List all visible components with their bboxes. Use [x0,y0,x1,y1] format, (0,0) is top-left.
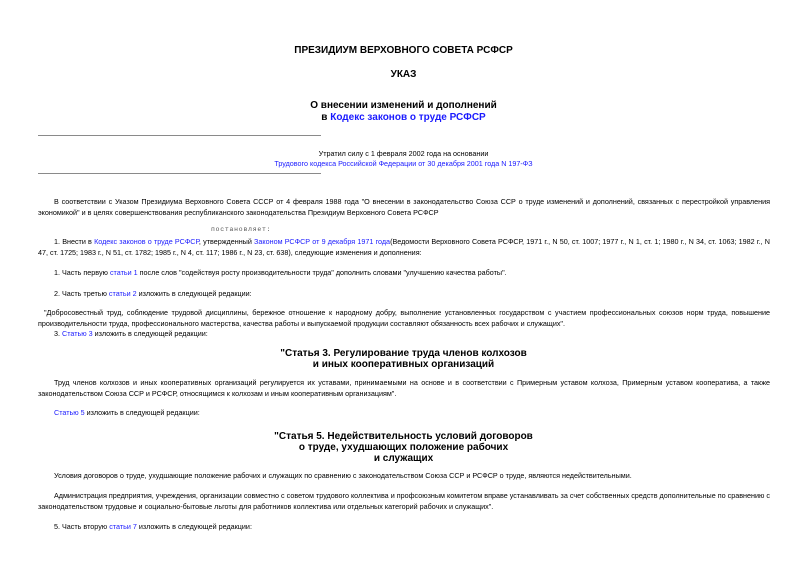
article-5-text-1: Условия договоров о труде, ухудшающие положение рабочих и служащих по сравнению с законодательством Союза ССР и РСФСР о труде, являются недействительными. [54,471,632,480]
labor-code-link[interactable]: Кодекс законов о труде РСФСР [330,112,486,123]
labor-code-link-2[interactable]: Кодекс законов о труде РСФСР [94,237,199,246]
point-5-prefix: 5. Часть вторую [54,522,110,531]
point-4-suffix: изложить в следующей редакции: [84,408,200,417]
article-3-heading-2: и иных кооперативных организаций [312,359,495,370]
point-5-suffix: изложить в следующей редакции: [136,522,252,531]
article-5-link[interactable]: Статью 5 [54,408,85,417]
article-5-heading-1: "Статья 5. Недействительность условий договоров [274,431,533,442]
point-2-prefix: 2. Часть третью [54,289,109,298]
article-5-text-2: Администрация предприятия, учреждения, организации совместно с советом трудового коллектива и профсоюзным комитетом вправе устанавливать за счет собственных средств дополнительные по сравнению с законодательством трудовые и социально-бытовые льготы для работников коллектива или отдельных категорий рабочих и служащих". [38,491,770,511]
point-3-prefix: 3. [54,329,62,338]
article-5-heading-2: о труде, ухудшающих положение рабочих [298,442,509,453]
point-2-paragraph [38,288,770,299]
point-1-suffix: после слов "содействуя росту производительности труда" дополнить словами "улучшению качества работы". [137,268,507,277]
status-line-1: Утратил силу с 1 февраля 2002 года на основании [318,149,489,158]
divider-bottom [38,173,321,174]
item-1-prefix: 1. Внести в [54,237,95,246]
point-3-paragraph [38,328,770,339]
preamble-paragraph: В соответствии с Указом Президиума Верховного Совета СССР от 4 февраля 1988 года "О внесении в законодательство Союза ССР о труде изменений и дополнений, связанных с перестройкой управления экономикой" и в целях совершенствования республиканского законодательства Президиум Верховного Совета РСФСР [38,197,770,217]
item-1-paragraph [38,236,770,258]
item-1-mid: , утвержденный [198,237,255,246]
article-3-heading-1: "Статья 3. Регулирование труда членов колхозов [280,348,527,359]
title-prefix: в [321,112,331,123]
article-1-link[interactable]: статьи 1 [109,268,138,277]
law-1971-link[interactable]: Законом РСФСР от 9 декабря 1971 года [254,237,391,246]
article-2-link[interactable]: статьи 2 [108,289,137,298]
point-1-paragraph [38,267,770,278]
labor-code-2001-link[interactable]: Трудового кодекса Российской Федерации от 30 декабря 2001 года N 197-ФЗ [274,159,533,168]
article-3-text: Труд членов колхозов и иных кооперативных организаций регулируется их уставами, принимаемыми на основе и в соответствии с Примерным уставом колхоза, Примерным уставом кооператива, а также законодательством Союза ССР и РСФСР, относящимся к колхозам и иным кооперативным организациям". [38,378,770,398]
article-3-link[interactable]: Статью 3 [62,329,93,338]
decree-word: постановляет: [211,226,272,233]
point-3-suffix: изложить в следующей редакции: [92,329,208,338]
point-4-paragraph [38,407,770,418]
doc-type-heading: УКАЗ [390,69,417,80]
point-5-paragraph [38,521,770,532]
article-2-quote: "Добросовестный труд, соблюдение трудовой дисциплины, бережное отношение к народному добру, выполнение установленных государством с участием профессиональных союзов норм труда, повышение производительности труда, профессионального мастерства, качества работы и выпускаемой продукции составляют обязанность всех рабочих и служащих". [38,308,770,328]
title-line-1: О внесении изменений и дополнений [310,100,497,111]
status-link[interactable] [0,158,807,169]
article-7-link[interactable]: статьи 7 [109,522,137,531]
point-1-prefix: 1. Часть первую [54,268,110,277]
issuer-heading: ПРЕЗИДИУМ ВЕРХОВНОГО СОВЕТА РСФСР [294,45,513,56]
divider-top [38,135,321,136]
point-2-suffix: изложить в следующей редакции: [136,289,252,298]
article-5-heading-3: и служащих [373,453,434,464]
title-line-2 [0,112,807,124]
item-1-suffix: (Ведомости Верховного Совета РСФСР, 1971 г., N 50, ст. 1007; 1977 г., N 1, ст. 1; 1980 г., N 34, ст. 1063; 1982 г., N 47, ст. 1725; 1983 г., N 51, ст. 1782; 1985 г., N 4, ст. 117; 1986 г., N 23, ст. 638), следующие изменения и дополнения: [38,237,770,257]
